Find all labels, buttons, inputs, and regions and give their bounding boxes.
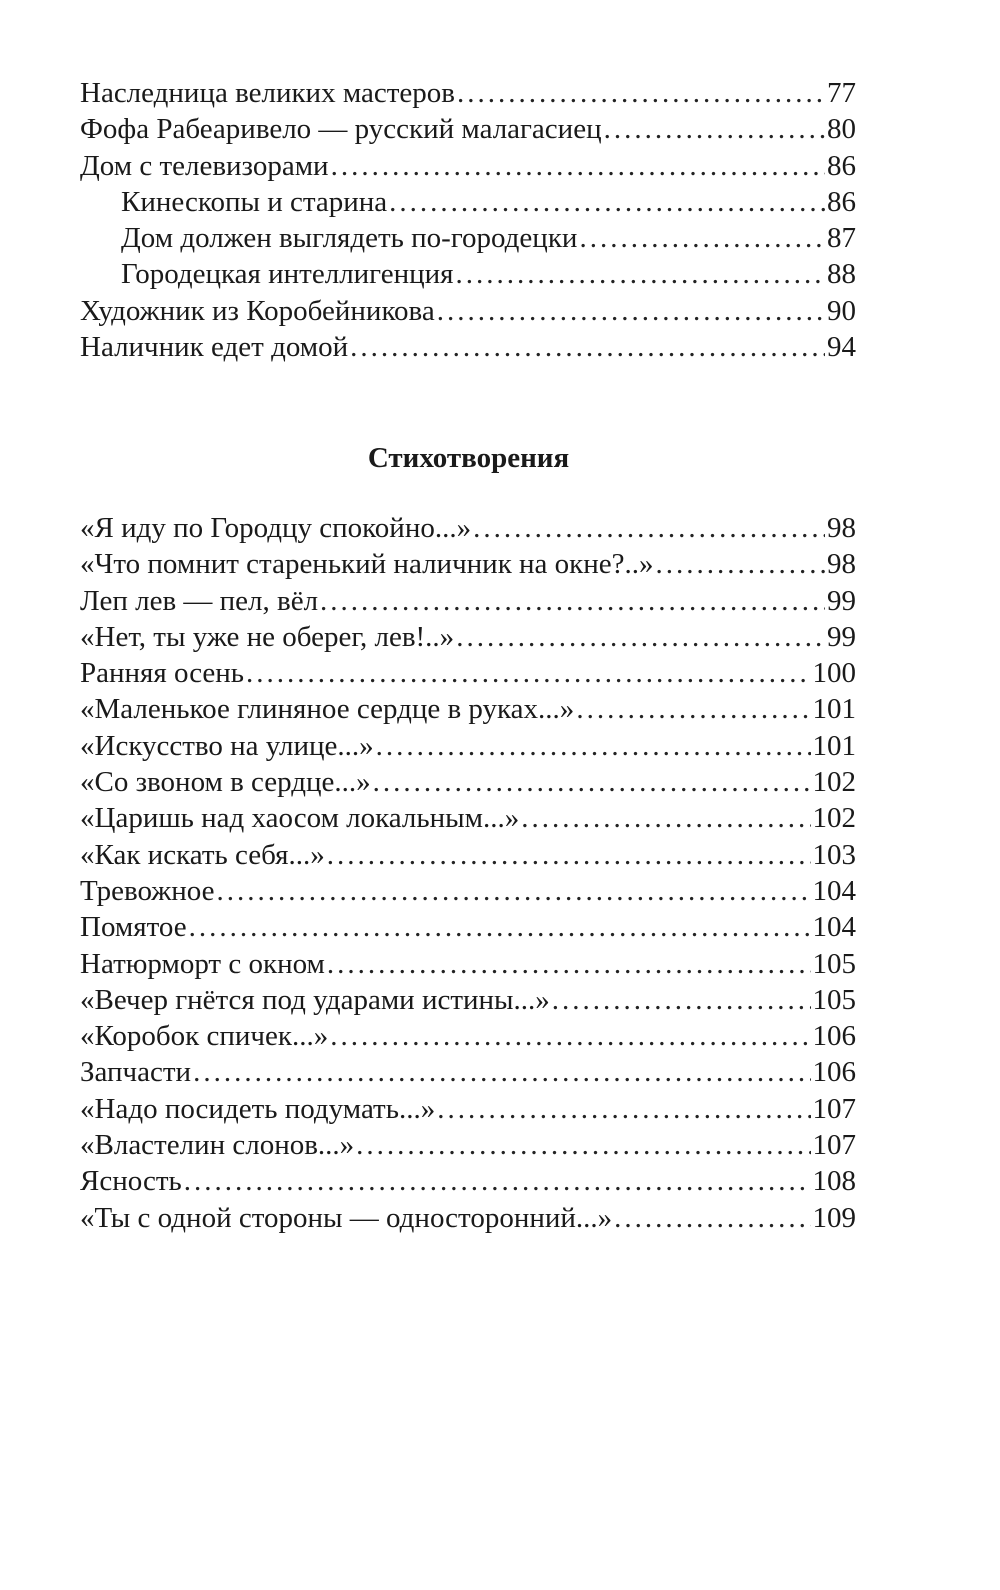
toc-entry (80, 655, 856, 691)
toc-entry-title: «Я иду по Городцу спокойно...» (80, 512, 472, 544)
toc-dot-leader (320, 583, 825, 619)
toc-dot-leader (389, 184, 825, 220)
toc-entry-page: 90 (827, 294, 856, 327)
toc-entry-title: «Со звоном в сердце...» (80, 766, 371, 799)
toc-dot-leader (656, 546, 825, 582)
toc-entry-page: 77 (827, 77, 856, 109)
toc-entry-title: Дом с телевизорами (80, 149, 329, 182)
toc-entry-page: 105 (812, 983, 856, 1016)
toc-entry-title: Дом должен выглядеть по-городецки (121, 222, 578, 255)
toc-dot-leader (189, 909, 811, 945)
toc-dot-leader (376, 728, 811, 764)
toc-entry-title: «Надо посидеть подумать...» (80, 1092, 436, 1125)
toc-entry-page: 108 (812, 1165, 856, 1198)
toc-entry-title: «Царишь над хаосом локальным...» (80, 802, 520, 835)
toc-dot-leader (373, 764, 811, 800)
toc-dot-leader (576, 691, 810, 727)
toc-entry-page: 109 (812, 1201, 856, 1234)
toc-dot-leader (327, 837, 811, 873)
toc-subentry (80, 220, 856, 256)
toc-entry-title: Художник из Коробейникова (80, 294, 435, 327)
toc-entry (80, 728, 856, 764)
toc-entry-title: «Нет, ты уже не оберег, лев!..» (80, 620, 455, 653)
toc-entry-page: 86 (827, 185, 856, 218)
toc-entry (80, 546, 856, 582)
toc-entry-title: «Ты с одной стороны — односторонний...» (80, 1201, 613, 1234)
toc-dot-leader (552, 982, 811, 1018)
toc-dot-leader (521, 800, 810, 836)
toc-dot-leader (184, 1163, 811, 1199)
toc-entry (80, 619, 856, 655)
toc-subentry (80, 184, 856, 220)
toc-entry (80, 909, 856, 945)
toc-entry-title: Наличник едет домой (80, 331, 349, 364)
toc-dot-leader (579, 220, 825, 256)
toc-dot-leader (356, 1127, 810, 1163)
toc-entry-page: 101 (812, 693, 856, 726)
toc-entry (80, 982, 856, 1018)
toc-entry (80, 1200, 856, 1236)
toc-entry-page: 103 (812, 838, 856, 871)
toc-entry (80, 510, 856, 546)
toc-entry-title: Ранняя осень (80, 657, 245, 690)
toc-dot-leader (246, 655, 810, 691)
toc-entry (80, 1018, 856, 1054)
toc-entry (80, 111, 856, 147)
toc-entry (80, 75, 856, 111)
toc-entry (80, 583, 856, 619)
toc-entry-title: Ясность (80, 1165, 182, 1198)
toc-entry-page: 106 (812, 1056, 856, 1089)
toc-subentry (80, 256, 856, 292)
toc-dot-leader (473, 510, 825, 546)
toc-dot-leader (330, 1018, 810, 1054)
toc-list-poems (80, 510, 856, 1236)
toc-entry-title: «Искусство на улице...» (80, 729, 374, 762)
toc-entry-page: 88 (827, 258, 856, 291)
toc-entry (80, 293, 856, 329)
toc-entry (80, 837, 856, 873)
toc-entry (80, 873, 856, 909)
toc-entry-title: «Что помнит старенький наличник на окне?..» (80, 548, 654, 581)
toc-entry-page: 102 (812, 766, 856, 799)
toc-entry-page: 98 (827, 512, 856, 544)
toc-entry-title: Натюрморт с окном (80, 947, 325, 980)
toc-entry-title: Запчасти (80, 1056, 192, 1089)
toc-entry (80, 1091, 856, 1127)
toc-entry-title: «Властелин слонов...» (80, 1129, 355, 1162)
toc-entry-title: Городецкая интеллигенция (121, 258, 454, 291)
toc-entry-title: «Как искать себя...» (80, 838, 325, 871)
toc-entry-page: 86 (827, 149, 856, 182)
toc-entry-page: 107 (812, 1092, 856, 1125)
toc-entry-title: Наследница великих мастеров (80, 77, 455, 109)
toc-dot-leader (455, 256, 825, 292)
toc-entry-page: 87 (827, 222, 856, 255)
toc-entry-page: 101 (812, 729, 856, 762)
toc-entry-title: Фофа Рабеаривело — русский малагасиец (80, 113, 602, 146)
toc-entry (80, 764, 856, 800)
toc-entry-page: 104 (812, 874, 856, 907)
toc-entry-page: 106 (812, 1020, 856, 1053)
toc-entry-page: 80 (827, 113, 856, 146)
toc-entry-page: 104 (812, 911, 856, 944)
toc-entry-title: Кинескопы и старина (121, 185, 388, 218)
toc-entry-page: 105 (812, 947, 856, 980)
toc-entry (80, 1054, 856, 1090)
toc-entry (80, 800, 856, 836)
toc-dot-leader (350, 329, 825, 365)
toc-entry-page: 99 (827, 584, 856, 617)
toc-entry-page: 102 (812, 802, 856, 835)
toc-dot-leader (217, 873, 811, 909)
toc-entry (80, 1127, 856, 1163)
toc-entry-title: Леп лев — пел, вёл (80, 584, 319, 617)
toc-entry-page: 94 (827, 331, 856, 364)
section-heading-poems: Стихотворения (367, 442, 570, 474)
toc-entry-title: «Маленькое глиняное сердце в руках...» (80, 693, 575, 726)
toc-dot-leader (614, 1200, 810, 1236)
toc-entry-title: Помятое (80, 911, 187, 944)
toc-entry-title: Тревожное (80, 874, 215, 907)
toc-entry (80, 1163, 856, 1199)
toc-dot-leader (457, 75, 825, 111)
toc-entry-page: 99 (827, 620, 856, 653)
toc-dot-leader (327, 946, 811, 982)
toc-dot-leader (331, 148, 825, 184)
toc-entry-title: «Коробок спичек...» (80, 1020, 329, 1053)
toc-entry (80, 148, 856, 184)
toc-entry (80, 691, 856, 727)
toc-entry-page: 98 (827, 548, 856, 581)
toc-entry-page: 107 (812, 1129, 856, 1162)
toc-entry (80, 946, 856, 982)
toc-list-part1 (80, 75, 856, 365)
toc-entry-page: 100 (812, 657, 856, 690)
toc-dot-leader (604, 111, 825, 147)
toc-dot-leader (193, 1054, 810, 1090)
toc-dot-leader (456, 619, 825, 655)
toc-dot-leader (437, 1091, 810, 1127)
toc-entry (80, 329, 856, 365)
toc-entry-title: «Вечер гнётся под ударами истины...» (80, 983, 550, 1016)
toc-dot-leader (437, 293, 825, 329)
